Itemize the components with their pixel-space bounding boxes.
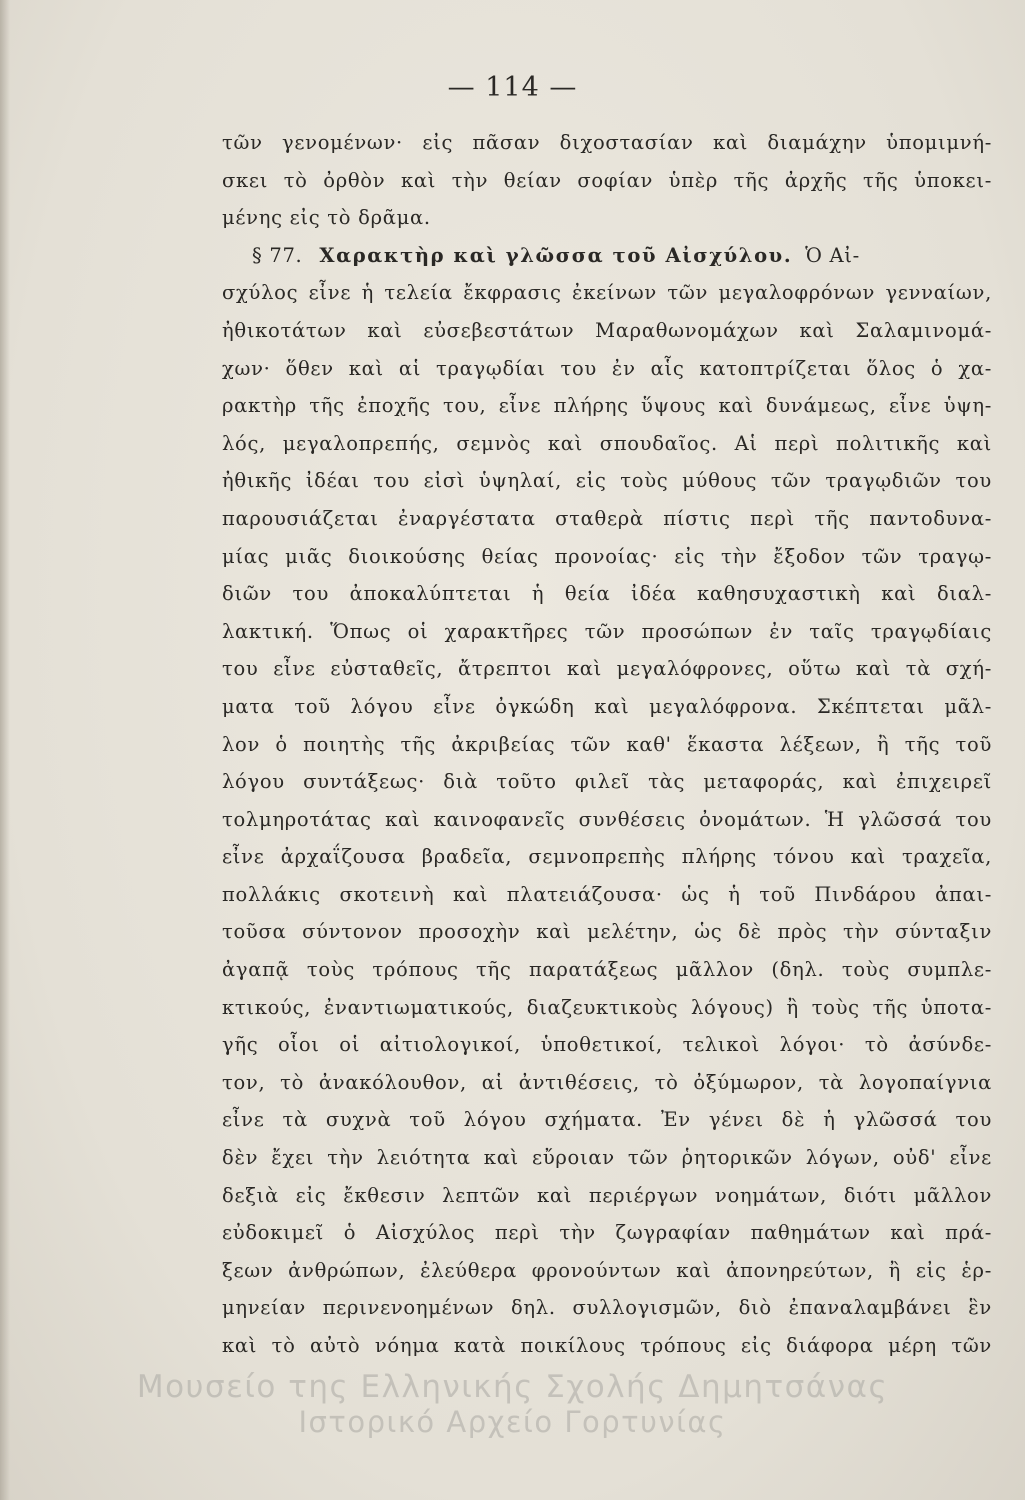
text-line: μένης εἰς τὸ δρᾶμα. <box>222 206 431 230</box>
text-line: μηνείαν περινενοημένων δηλ. συλλογισμῶν, διὸ ἐπαναλαμβάνει ἓν <box>222 1296 992 1320</box>
text-line: δεξιὰ εἰς ἔκθεσιν λεπτῶν καὶ περιέργων νοημάτων, διότι μᾶλλον <box>222 1183 992 1207</box>
text-line: χων· ὅθεν καὶ αἱ τραγῳδίαι του ἐν αἷς κατοπτρίζεται ὅλος ὁ χα- <box>222 356 992 380</box>
page-binding-edge <box>0 0 10 1500</box>
text-line: πολλάκις σκοτεινὴ καὶ πλατειάζουσα· ὡς ἡ τοῦ Πινδάρου ἀπαι- <box>222 882 992 906</box>
watermark-line-1: Μουσείο της Ελληνικής Σχολής Δημητσάνας <box>136 1369 889 1405</box>
watermark-line-2: Ιστορικό Αρχείο Γορτυνίας <box>298 1405 727 1439</box>
section-heading-line <box>222 237 992 275</box>
page-number: — 114 — <box>447 72 578 103</box>
text-line: εὐδοκιμεῖ ὁ Αἰσχύλος περὶ τὴν ζωγραφίαν παθημάτων καὶ πρά- <box>222 1221 992 1245</box>
text-line: καὶ τὸ αὐτὸ νόημα κατὰ ποικίλους τρόπους εἰς διάφορα μέρη τῶν <box>222 1334 992 1357</box>
text-line: κτικούς, ἐναντιωματικούς, διαζευκτικοὺς λόγους) ἢ τοὺς τῆς ὑποτα- <box>222 995 992 1019</box>
text-line: λον ὁ ποιητὴς τῆς ἀκριβείας τῶν καθ' ἕκαστα λέξεων, ἢ τῆς τοῦ <box>222 732 992 756</box>
text-line: διῶν του ἀποκαλύπτεται ἡ θεία ἰδέα καθησυχαστικὴ καὶ διαλ- <box>222 582 992 606</box>
body-text <box>222 124 992 1365</box>
section-number: § 77. <box>252 243 303 267</box>
text-line: λακτική. Ὅπως οἱ χαρακτῆρες τῶν προσώπων ἐν ταῖς τραγῳδίαις <box>222 619 992 643</box>
text-line: ρακτὴρ τῆς ἐποχῆς του, εἶνε πλήρης ὕψους καὶ δυνάμεως, εἶνε ὑψη- <box>222 394 992 418</box>
text-line: εἶνε τὰ συχνὰ τοῦ λόγου σχήματα. Ἐν γένει δὲ ἡ γλῶσσά του <box>222 1108 992 1132</box>
text-line: τολμηροτάτας καὶ καινοφανεῖς συνθέσεις ὀνομάτων. Ἡ γλῶσσά του <box>222 807 992 831</box>
paragraph-lines <box>222 274 992 1364</box>
text-line: ἀγαπᾷ τοὺς τρόπους τῆς παρατάξεως μᾶλλον (δηλ. τοὺς συμπλε- <box>222 958 992 982</box>
section-heading: Χαρακτὴρ καὶ γλῶσσα τοῦ Αἰσχύλου. <box>319 243 793 267</box>
text-line: εἶνε ἀρχαΐζουσα βραδεῖα, σεμνοπρεπὴς πλήρης τόνου καὶ τραχεῖα, <box>222 845 992 869</box>
text-line: παρουσιάζεται ἐναργέστατα σταθερὰ πίστις περὶ τῆς παντοδυνα- <box>222 506 992 530</box>
text-line: ξεων ἀνθρώπων, ἐλεύθερα φρονούντων καὶ ἀπονηρεύτων, ἢ εἰς ἑρ- <box>222 1258 992 1282</box>
text-line: δὲν ἔχει τὴν λειότητα καὶ εὔροιαν τῶν ῥητορικῶν λόγων, οὐδ' εἶνε <box>222 1146 992 1170</box>
text-line: ἠθικοτάτων καὶ εὐσεβεστάτων Μαραθωνομάχων καὶ Σαλαμινομά- <box>222 318 992 342</box>
text-line: τῶν γενομένων· εἰς πᾶσαν διχοστασίαν καὶ διαμάχην ὑπομιμνή- <box>222 131 992 154</box>
text-line: τοῦσα σύντονον προσοχὴν καὶ μελέτην, ὡς δὲ πρὸς τὴν σύνταξιν <box>222 920 992 944</box>
text-line: σκει τὸ ὀρθὸν καὶ τὴν θείαν σοφίαν ὑπὲρ τῆς ἀρχῆς τῆς ὑποκει- <box>222 168 992 192</box>
text-line: λόγου συντάξεως· διὰ τοῦτο φιλεῖ τὰς μεταφοράς, καὶ ἐπιχειρεῖ <box>222 770 992 794</box>
text-line: γῆς οἷοι οἱ αἰτιολογικοί, ὑποθετικοί, τελικοὶ λόγοι· τὸ ἀσύνδε- <box>222 1033 992 1057</box>
text-line: ματα τοῦ λόγου εἶνε ὀγκώδη καὶ μεγαλόφρονα. Σκέπτεται μᾶλ- <box>222 694 992 718</box>
text-line: του εἶνε εὐσταθεῖς, ἄτρεπτοι καὶ μεγαλόφρονες, οὕτω καὶ τὰ σχή- <box>222 657 992 681</box>
text-line: σχύλος εἶνε ἡ τελεία ἔκφρασις ἐκείνων τῶν μεγαλοφρόνων γενναίων, <box>222 281 992 305</box>
text-line: μίας μιᾶς διοικούσης θείας προνοίας· εἰς τὴν ἔξοδον τῶν τραγῳ- <box>222 544 992 568</box>
text-line: τον, τὸ ἀνακόλουθον, αἱ ἀντιθέσεις, τὸ ὀξύμωρον, τὰ λογοπαίγνια <box>222 1070 992 1094</box>
section-first-words: Ὁ Αἰ- <box>805 243 860 267</box>
text-line: λός, μεγαλοπρεπής, σεμνὸς καὶ σπουδαῖος. Αἱ περὶ πολιτικῆς καὶ <box>222 431 992 455</box>
text-line: ἠθικῆς ἰδέαι του εἰσὶ ὑψηλαί, εἰς τοὺς μύθους τῶν τραγῳδιῶν του <box>222 469 992 493</box>
